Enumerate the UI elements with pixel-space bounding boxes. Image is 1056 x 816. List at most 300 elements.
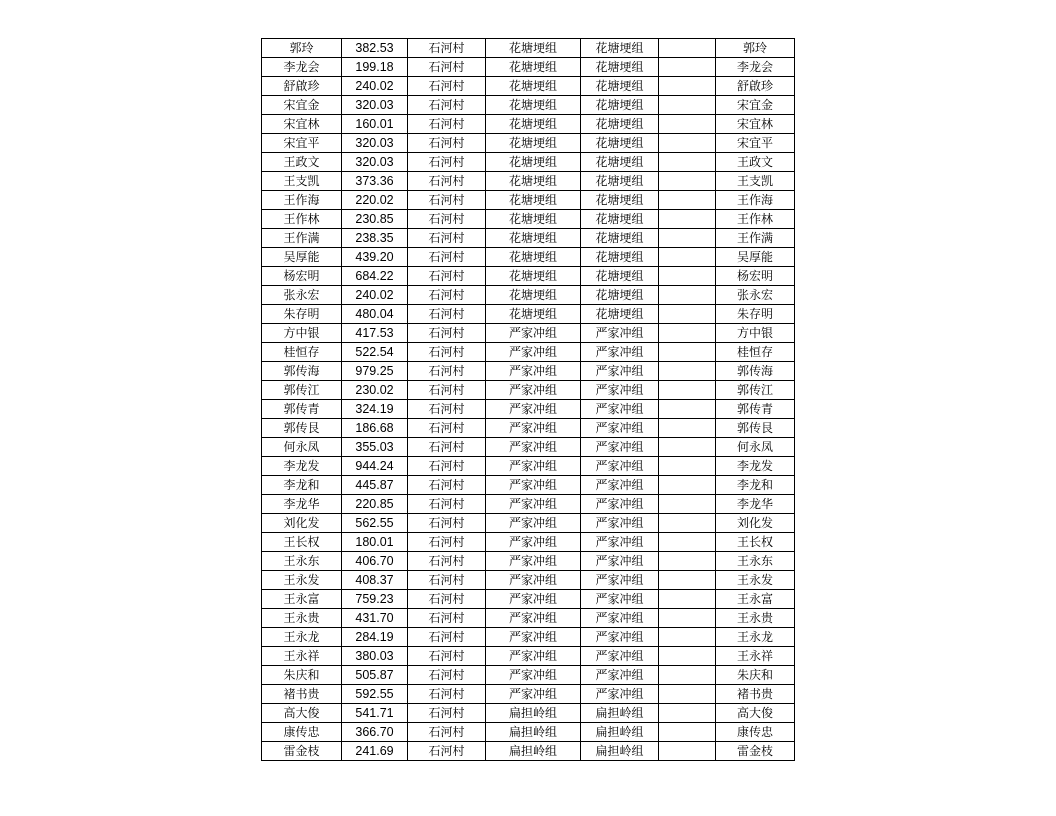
name-cell: 王永祥 (262, 647, 342, 666)
group-cell: 严家冲组 (486, 362, 581, 381)
name-repeat-cell: 王永富 (716, 590, 795, 609)
empty-cell (659, 400, 716, 419)
table-row (262, 305, 795, 324)
group-cell: 花塘埂组 (486, 191, 581, 210)
group-cell: 花塘埂组 (486, 267, 581, 286)
name-cell: 王永发 (262, 571, 342, 590)
table-row (262, 742, 795, 761)
area-cell: 180.01 (342, 533, 408, 552)
table-row (262, 476, 795, 495)
area-cell: 944.24 (342, 457, 408, 476)
group-repeat-cell: 严家冲组 (581, 533, 659, 552)
area-cell: 417.53 (342, 324, 408, 343)
empty-cell (659, 742, 716, 761)
name-repeat-cell: 李龙华 (716, 495, 795, 514)
name-cell: 朱存明 (262, 305, 342, 324)
name-repeat-cell: 方中银 (716, 324, 795, 343)
group-repeat-cell: 花塘埂组 (581, 39, 659, 58)
group-repeat-cell: 花塘埂组 (581, 286, 659, 305)
area-cell: 382.53 (342, 39, 408, 58)
table-row (262, 628, 795, 647)
village-cell: 石河村 (408, 685, 486, 704)
empty-cell (659, 286, 716, 305)
table-row (262, 457, 795, 476)
area-cell: 505.87 (342, 666, 408, 685)
area-cell: 562.55 (342, 514, 408, 533)
empty-cell (659, 590, 716, 609)
area-cell: 439.20 (342, 248, 408, 267)
name-repeat-cell: 褚书贵 (716, 685, 795, 704)
name-repeat-cell: 杨宏明 (716, 267, 795, 286)
group-repeat-cell: 扁担岭组 (581, 742, 659, 761)
name-repeat-cell: 李龙发 (716, 457, 795, 476)
group-cell: 严家冲组 (486, 438, 581, 457)
empty-cell (659, 533, 716, 552)
empty-cell (659, 647, 716, 666)
table-row (262, 381, 795, 400)
village-cell: 石河村 (408, 419, 486, 438)
village-cell: 石河村 (408, 495, 486, 514)
village-cell: 石河村 (408, 305, 486, 324)
empty-cell (659, 666, 716, 685)
group-repeat-cell: 花塘埂组 (581, 267, 659, 286)
group-cell: 扁担岭组 (486, 723, 581, 742)
group-repeat-cell: 严家冲组 (581, 438, 659, 457)
area-cell: 684.22 (342, 267, 408, 286)
empty-cell (659, 267, 716, 286)
name-repeat-cell: 宋宜金 (716, 96, 795, 115)
name-repeat-cell: 宋宜林 (716, 115, 795, 134)
empty-cell (659, 552, 716, 571)
area-cell: 241.69 (342, 742, 408, 761)
area-cell: 320.03 (342, 134, 408, 153)
group-repeat-cell: 严家冲组 (581, 666, 659, 685)
village-cell: 石河村 (408, 609, 486, 628)
group-cell: 花塘埂组 (486, 77, 581, 96)
name-repeat-cell: 王永贵 (716, 609, 795, 628)
group-cell: 严家冲组 (486, 495, 581, 514)
area-cell: 220.85 (342, 495, 408, 514)
village-cell: 石河村 (408, 115, 486, 134)
village-cell: 石河村 (408, 381, 486, 400)
name-cell: 桂恒存 (262, 343, 342, 362)
empty-cell (659, 457, 716, 476)
group-repeat-cell: 严家冲组 (581, 571, 659, 590)
empty-cell (659, 134, 716, 153)
area-cell: 480.04 (342, 305, 408, 324)
name-repeat-cell: 何永凤 (716, 438, 795, 457)
name-cell: 杨宏明 (262, 267, 342, 286)
village-cell: 石河村 (408, 362, 486, 381)
name-cell: 高大俊 (262, 704, 342, 723)
area-cell: 186.68 (342, 419, 408, 438)
data-table (261, 38, 795, 761)
village-cell: 石河村 (408, 628, 486, 647)
village-cell: 石河村 (408, 39, 486, 58)
empty-cell (659, 343, 716, 362)
name-cell: 朱庆和 (262, 666, 342, 685)
table-row (262, 438, 795, 457)
name-cell: 王作林 (262, 210, 342, 229)
name-cell: 李龙发 (262, 457, 342, 476)
group-repeat-cell: 花塘埂组 (581, 58, 659, 77)
table-row (262, 590, 795, 609)
table-row (262, 210, 795, 229)
group-cell: 严家冲组 (486, 381, 581, 400)
group-cell: 严家冲组 (486, 457, 581, 476)
group-cell: 严家冲组 (486, 343, 581, 362)
group-cell: 花塘埂组 (486, 153, 581, 172)
group-repeat-cell: 花塘埂组 (581, 210, 659, 229)
area-cell: 160.01 (342, 115, 408, 134)
empty-cell (659, 495, 716, 514)
group-cell: 扁担岭组 (486, 742, 581, 761)
table-row (262, 723, 795, 742)
group-cell: 严家冲组 (486, 571, 581, 590)
name-repeat-cell: 舒啟珍 (716, 77, 795, 96)
village-cell: 石河村 (408, 134, 486, 153)
name-cell: 王永东 (262, 552, 342, 571)
table-row (262, 39, 795, 58)
empty-cell (659, 191, 716, 210)
empty-cell (659, 153, 716, 172)
empty-cell (659, 704, 716, 723)
name-repeat-cell: 雷金枝 (716, 742, 795, 761)
name-repeat-cell: 桂恒存 (716, 343, 795, 362)
name-cell: 王永贵 (262, 609, 342, 628)
name-cell: 宋宜平 (262, 134, 342, 153)
area-cell: 373.36 (342, 172, 408, 191)
group-repeat-cell: 花塘埂组 (581, 153, 659, 172)
name-repeat-cell: 王永龙 (716, 628, 795, 647)
name-cell: 王作满 (262, 229, 342, 248)
name-cell: 李龙会 (262, 58, 342, 77)
name-repeat-cell: 郭玲 (716, 39, 795, 58)
group-cell: 花塘埂组 (486, 305, 581, 324)
name-cell: 李龙华 (262, 495, 342, 514)
name-repeat-cell: 王永祥 (716, 647, 795, 666)
village-cell: 石河村 (408, 153, 486, 172)
table-row (262, 343, 795, 362)
name-cell: 王支凯 (262, 172, 342, 191)
group-cell: 花塘埂组 (486, 115, 581, 134)
area-cell: 240.02 (342, 77, 408, 96)
group-repeat-cell: 花塘埂组 (581, 305, 659, 324)
group-repeat-cell: 花塘埂组 (581, 96, 659, 115)
name-cell: 舒啟珍 (262, 77, 342, 96)
group-repeat-cell: 严家冲组 (581, 457, 659, 476)
village-cell: 石河村 (408, 723, 486, 742)
village-cell: 石河村 (408, 533, 486, 552)
group-cell: 花塘埂组 (486, 134, 581, 153)
group-repeat-cell: 严家冲组 (581, 609, 659, 628)
group-cell: 严家冲组 (486, 590, 581, 609)
area-cell: 230.02 (342, 381, 408, 400)
village-cell: 石河村 (408, 571, 486, 590)
table-row (262, 172, 795, 191)
table-row (262, 609, 795, 628)
group-cell: 严家冲组 (486, 685, 581, 704)
name-cell: 李龙和 (262, 476, 342, 495)
name-repeat-cell: 王作满 (716, 229, 795, 248)
table-row (262, 552, 795, 571)
group-repeat-cell: 严家冲组 (581, 685, 659, 704)
area-cell: 759.23 (342, 590, 408, 609)
name-repeat-cell: 王永发 (716, 571, 795, 590)
group-cell: 严家冲组 (486, 324, 581, 343)
group-cell: 严家冲组 (486, 533, 581, 552)
village-cell: 石河村 (408, 248, 486, 267)
village-cell: 石河村 (408, 647, 486, 666)
table-row (262, 248, 795, 267)
area-cell: 324.19 (342, 400, 408, 419)
name-cell: 郭传海 (262, 362, 342, 381)
area-cell: 238.35 (342, 229, 408, 248)
village-cell: 石河村 (408, 96, 486, 115)
area-cell: 445.87 (342, 476, 408, 495)
village-cell: 石河村 (408, 742, 486, 761)
name-repeat-cell: 朱庆和 (716, 666, 795, 685)
group-repeat-cell: 扁担岭组 (581, 704, 659, 723)
group-cell: 花塘埂组 (486, 229, 581, 248)
name-repeat-cell: 康传忠 (716, 723, 795, 742)
empty-cell (659, 39, 716, 58)
name-cell: 郭传青 (262, 400, 342, 419)
name-repeat-cell: 朱存明 (716, 305, 795, 324)
group-cell: 严家冲组 (486, 419, 581, 438)
group-cell: 花塘埂组 (486, 286, 581, 305)
group-repeat-cell: 花塘埂组 (581, 172, 659, 191)
group-cell: 严家冲组 (486, 552, 581, 571)
name-repeat-cell: 李龙和 (716, 476, 795, 495)
name-cell: 何永凤 (262, 438, 342, 457)
name-cell: 王作海 (262, 191, 342, 210)
area-cell: 522.54 (342, 343, 408, 362)
group-repeat-cell: 严家冲组 (581, 514, 659, 533)
group-cell: 扁担岭组 (486, 704, 581, 723)
group-cell: 花塘埂组 (486, 172, 581, 191)
group-repeat-cell: 严家冲组 (581, 381, 659, 400)
group-cell: 严家冲组 (486, 647, 581, 666)
table-row (262, 324, 795, 343)
group-cell: 严家冲组 (486, 514, 581, 533)
name-cell: 方中银 (262, 324, 342, 343)
name-repeat-cell: 郭传江 (716, 381, 795, 400)
empty-cell (659, 248, 716, 267)
name-repeat-cell: 郭传海 (716, 362, 795, 381)
group-repeat-cell: 严家冲组 (581, 400, 659, 419)
area-cell: 320.03 (342, 153, 408, 172)
table-row (262, 267, 795, 286)
group-repeat-cell: 严家冲组 (581, 495, 659, 514)
empty-cell (659, 419, 716, 438)
group-cell: 花塘埂组 (486, 39, 581, 58)
table-row (262, 134, 795, 153)
name-repeat-cell: 张永宏 (716, 286, 795, 305)
group-repeat-cell: 严家冲组 (581, 343, 659, 362)
group-repeat-cell: 严家冲组 (581, 476, 659, 495)
group-cell: 严家冲组 (486, 400, 581, 419)
empty-cell (659, 438, 716, 457)
empty-cell (659, 628, 716, 647)
village-cell: 石河村 (408, 514, 486, 533)
area-cell: 431.70 (342, 609, 408, 628)
village-cell: 石河村 (408, 457, 486, 476)
name-repeat-cell: 王长权 (716, 533, 795, 552)
village-cell: 石河村 (408, 400, 486, 419)
group-repeat-cell: 花塘埂组 (581, 134, 659, 153)
group-repeat-cell: 花塘埂组 (581, 248, 659, 267)
empty-cell (659, 723, 716, 742)
name-repeat-cell: 刘化发 (716, 514, 795, 533)
empty-cell (659, 115, 716, 134)
group-cell: 花塘埂组 (486, 96, 581, 115)
village-cell: 石河村 (408, 286, 486, 305)
area-cell: 592.55 (342, 685, 408, 704)
village-cell: 石河村 (408, 77, 486, 96)
group-cell: 花塘埂组 (486, 248, 581, 267)
table-row (262, 153, 795, 172)
village-cell: 石河村 (408, 324, 486, 343)
group-cell: 严家冲组 (486, 609, 581, 628)
table-row (262, 647, 795, 666)
name-cell: 吴厚能 (262, 248, 342, 267)
empty-cell (659, 210, 716, 229)
name-cell: 刘化发 (262, 514, 342, 533)
table-row (262, 571, 795, 590)
empty-cell (659, 609, 716, 628)
table-row (262, 286, 795, 305)
empty-cell (659, 229, 716, 248)
village-cell: 石河村 (408, 172, 486, 191)
empty-cell (659, 381, 716, 400)
village-cell: 石河村 (408, 438, 486, 457)
group-repeat-cell: 严家冲组 (581, 419, 659, 438)
empty-cell (659, 362, 716, 381)
name-cell: 郭传江 (262, 381, 342, 400)
name-cell: 郭玲 (262, 39, 342, 58)
area-cell: 380.03 (342, 647, 408, 666)
table-body (262, 39, 795, 761)
village-cell: 石河村 (408, 704, 486, 723)
table-row (262, 666, 795, 685)
name-repeat-cell: 郭传艮 (716, 419, 795, 438)
village-cell: 石河村 (408, 267, 486, 286)
name-repeat-cell: 王作林 (716, 210, 795, 229)
empty-cell (659, 514, 716, 533)
group-cell: 花塘埂组 (486, 210, 581, 229)
name-cell: 宋宜金 (262, 96, 342, 115)
name-cell: 雷金枝 (262, 742, 342, 761)
table-row (262, 704, 795, 723)
group-repeat-cell: 扁担岭组 (581, 723, 659, 742)
name-cell: 褚书贵 (262, 685, 342, 704)
area-cell: 406.70 (342, 552, 408, 571)
group-repeat-cell: 花塘埂组 (581, 77, 659, 96)
group-repeat-cell: 严家冲组 (581, 552, 659, 571)
name-repeat-cell: 李龙会 (716, 58, 795, 77)
table-row (262, 400, 795, 419)
group-cell: 花塘埂组 (486, 58, 581, 77)
table-row (262, 115, 795, 134)
name-repeat-cell: 郭传青 (716, 400, 795, 419)
village-cell: 石河村 (408, 476, 486, 495)
area-cell: 320.03 (342, 96, 408, 115)
group-repeat-cell: 严家冲组 (581, 324, 659, 343)
table-row (262, 58, 795, 77)
village-cell: 石河村 (408, 191, 486, 210)
area-cell: 355.03 (342, 438, 408, 457)
group-repeat-cell: 严家冲组 (581, 628, 659, 647)
group-repeat-cell: 花塘埂组 (581, 229, 659, 248)
table-row (262, 533, 795, 552)
name-repeat-cell: 吴厚能 (716, 248, 795, 267)
area-cell: 408.37 (342, 571, 408, 590)
name-repeat-cell: 宋宜平 (716, 134, 795, 153)
table-row (262, 96, 795, 115)
name-cell: 张永宏 (262, 286, 342, 305)
table-row (262, 191, 795, 210)
village-cell: 石河村 (408, 666, 486, 685)
group-cell: 严家冲组 (486, 476, 581, 495)
area-cell: 541.71 (342, 704, 408, 723)
area-cell: 366.70 (342, 723, 408, 742)
table-row (262, 77, 795, 96)
name-repeat-cell: 王作海 (716, 191, 795, 210)
group-repeat-cell: 花塘埂组 (581, 191, 659, 210)
group-repeat-cell: 花塘埂组 (581, 115, 659, 134)
area-cell: 199.18 (342, 58, 408, 77)
name-repeat-cell: 王支凯 (716, 172, 795, 191)
name-cell: 王政文 (262, 153, 342, 172)
table-row (262, 495, 795, 514)
area-cell: 284.19 (342, 628, 408, 647)
village-cell: 石河村 (408, 210, 486, 229)
empty-cell (659, 476, 716, 495)
group-cell: 严家冲组 (486, 628, 581, 647)
empty-cell (659, 77, 716, 96)
group-cell: 严家冲组 (486, 666, 581, 685)
table-row (262, 514, 795, 533)
name-repeat-cell: 高大俊 (716, 704, 795, 723)
empty-cell (659, 58, 716, 77)
village-cell: 石河村 (408, 590, 486, 609)
village-cell: 石河村 (408, 58, 486, 77)
group-repeat-cell: 严家冲组 (581, 590, 659, 609)
empty-cell (659, 685, 716, 704)
name-repeat-cell: 王永东 (716, 552, 795, 571)
area-cell: 240.02 (342, 286, 408, 305)
table-row (262, 362, 795, 381)
empty-cell (659, 172, 716, 191)
area-cell: 979.25 (342, 362, 408, 381)
area-cell: 220.02 (342, 191, 408, 210)
area-cell: 230.85 (342, 210, 408, 229)
empty-cell (659, 571, 716, 590)
name-cell: 王永富 (262, 590, 342, 609)
name-cell: 宋宜林 (262, 115, 342, 134)
village-cell: 石河村 (408, 343, 486, 362)
name-repeat-cell: 王政文 (716, 153, 795, 172)
table-row (262, 229, 795, 248)
village-cell: 石河村 (408, 229, 486, 248)
empty-cell (659, 324, 716, 343)
name-cell: 王永龙 (262, 628, 342, 647)
group-repeat-cell: 严家冲组 (581, 647, 659, 666)
village-cell: 石河村 (408, 552, 486, 571)
name-cell: 康传忠 (262, 723, 342, 742)
empty-cell (659, 96, 716, 115)
